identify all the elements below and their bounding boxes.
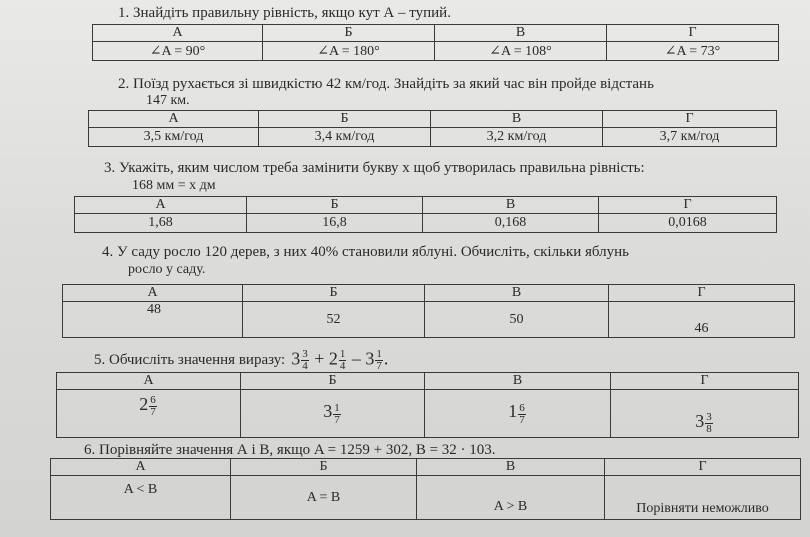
q6-header-b: Б: [231, 459, 417, 476]
question-4-answer-table: [62, 284, 795, 338]
q5-header-a: А: [57, 373, 241, 390]
question-5-answer-table: [56, 372, 799, 438]
q2-option-c: 3,2 км/год: [431, 128, 603, 147]
question-5-label: 5. Обчисліть значення виразу:: [94, 352, 286, 368]
q3-header-b: Б: [247, 197, 423, 214]
q2-header-d: Г: [603, 111, 777, 128]
q1-option-c: ∠A = 108°: [435, 42, 607, 61]
q6-option-a: A < B: [51, 476, 231, 520]
q2-option-a: 3,5 км/год: [89, 128, 259, 147]
q2-header-c: В: [431, 111, 603, 128]
expr-fraction-1: $\frac{3}{4}$: [302, 347, 308, 372]
q6-option-c: A > B: [417, 476, 605, 520]
q6-header-a: А: [51, 459, 231, 476]
question-2-answer-table: [88, 110, 777, 147]
q2-option-b: 3,4 км/год: [259, 128, 431, 147]
q1-header-a: А: [93, 25, 263, 42]
expr-end: .: [383, 348, 389, 369]
q4-header-a: А: [63, 285, 243, 302]
question-4-text: 4. У саду росло 120 дерев, з них 40% становили яблуні. Обчисліть, скільки яблунь: [102, 244, 629, 260]
q3-header-a: А: [75, 197, 247, 214]
q4-header-b: Б: [243, 285, 425, 302]
q4-option-c: 50: [425, 302, 609, 338]
q6-header-c: В: [417, 459, 605, 476]
q2-header-b: Б: [259, 111, 431, 128]
q5-header-d: Г: [611, 373, 799, 390]
question-1-text: 1. Знайдіть правильну рівність, якщо кут А – тупий.: [118, 5, 451, 21]
q1-header-b: Б: [263, 25, 435, 42]
question-2-text: 2. Поїзд рухається зі швидкістю 42 км/год. Знайдіть за який час він пройде відстань: [118, 76, 654, 92]
q5-header-c: В: [425, 373, 611, 390]
question-3-answer-table: [74, 196, 777, 233]
q6-option-d: Порівняти неможливо: [605, 476, 801, 520]
expr-whole-2: 2: [328, 348, 338, 369]
expr-operator-2: –: [351, 348, 361, 369]
q5-option-b: 3 $\frac{1}{7}$: [241, 390, 425, 438]
q1-header-c: В: [435, 25, 607, 42]
q1-option-b: ∠A = 180°: [263, 42, 435, 61]
q4-header-c: В: [425, 285, 609, 302]
q4-header-d: Г: [609, 285, 795, 302]
question-6-answer-table: [50, 458, 801, 520]
q1-option-a: ∠A = 90°: [93, 42, 263, 61]
question-3-equation: 168 мм = x дм: [132, 178, 216, 193]
q3-option-a: 1,68: [75, 214, 247, 233]
q2-header-a: А: [89, 111, 259, 128]
q4-option-d: 46: [609, 302, 795, 338]
expr-operator-1: +: [314, 348, 325, 369]
q2-option-d: 3,7 км/год: [603, 128, 777, 147]
question-4-text-cont: росло у саду.: [128, 262, 206, 277]
q5-option-a: 2 $\frac{6}{7}$: [57, 390, 241, 438]
q6-header-d: Г: [605, 459, 801, 476]
expr-fraction-3: $\frac{1}{7}$: [376, 347, 382, 372]
q3-option-b: 16,8: [247, 214, 423, 233]
q5-option-d: 3 $\frac{3}{8}$: [611, 390, 799, 438]
q5-option-c: 1 $\frac{6}{7}$: [425, 390, 611, 438]
question-2-text-cont: 147 км.: [146, 93, 190, 108]
expr-whole-3: 3: [365, 348, 375, 369]
q1-header-d: Г: [607, 25, 779, 42]
question-6-text: 6. Порівняйте значення А і В, якщо A = 1259 + 302, B = 32 · 103.: [84, 442, 496, 458]
question-3-text: 3. Укажіть, яким числом треба замінити букву x щоб утворилась правильна рівність:: [104, 160, 645, 176]
q4-option-a: 48: [63, 302, 243, 338]
q3-option-d: 0,0168: [599, 214, 777, 233]
question-5-expression: [291, 349, 388, 372]
expr-fraction-2: $\frac{1}{4}$: [339, 347, 346, 372]
q3-header-c: В: [423, 197, 599, 214]
expr-whole-1: 3: [291, 348, 301, 369]
q1-option-d: ∠A = 73°: [607, 42, 779, 61]
q3-header-d: Г: [599, 197, 777, 214]
q6-option-b: A = B: [231, 476, 417, 520]
question-1-answer-table: [92, 24, 779, 61]
q4-option-b: 52: [243, 302, 425, 338]
q3-option-c: 0,168: [423, 214, 599, 233]
q5-header-b: Б: [241, 373, 425, 390]
